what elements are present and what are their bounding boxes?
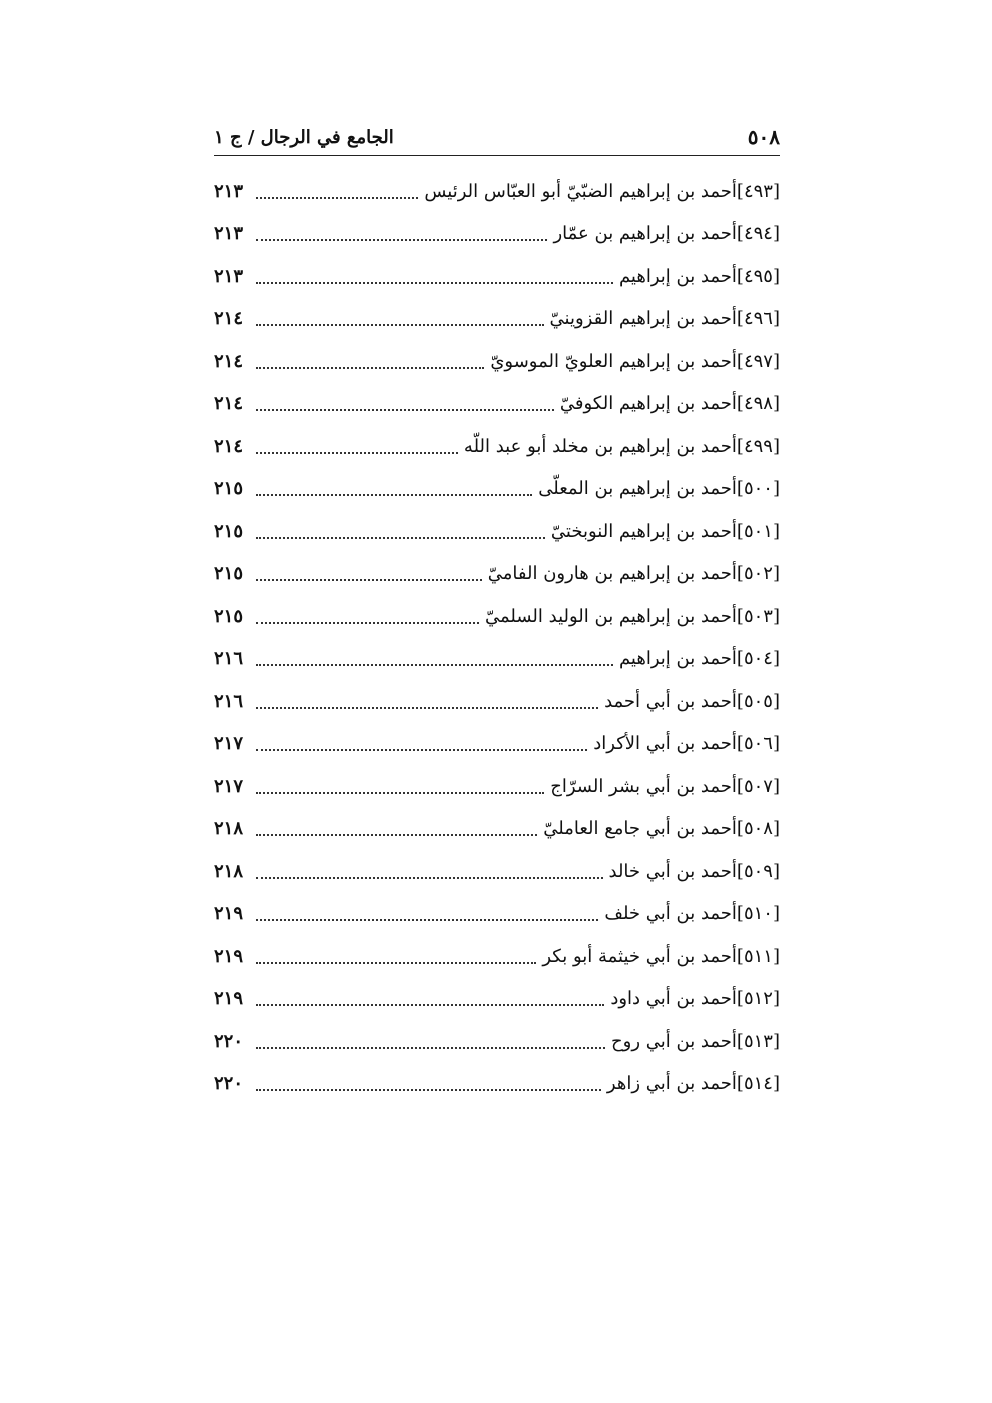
- entry-name: أحمد بن إبراهيم بن مخلد أبو عبد اللّه: [463, 435, 737, 457]
- dot-leader: [256, 196, 418, 199]
- dot-leader: [256, 238, 547, 241]
- entry-name: أحمد بن إبراهيم بن المعلّى: [538, 478, 737, 500]
- dot-leader: [256, 1046, 605, 1049]
- header-rule: [214, 155, 780, 156]
- toc-entry: [214, 808, 780, 851]
- dot-leader: [256, 408, 554, 411]
- entry-page-number: ٢١٨: [214, 860, 244, 882]
- entry-name: أحمد بن إبراهيم بن الوليد السلميّ: [485, 605, 737, 627]
- entry-number: [٥٠٥]: [736, 690, 780, 712]
- dot-leader: [256, 748, 587, 751]
- entry-page-number: ٢١٩: [214, 945, 244, 967]
- entry-name: أحمد بن إبراهيم بن عمّار: [553, 223, 737, 245]
- entry-name: أحمد بن أبي الأكراد: [593, 733, 737, 755]
- entry-number: [٥٠٧]: [736, 775, 780, 797]
- toc-entry: [214, 255, 780, 298]
- toc-entry: [214, 978, 780, 1021]
- dot-leader: [256, 791, 544, 794]
- entry-page-number: ٢١٩: [214, 988, 244, 1010]
- entry-page-number: ٢١٧: [214, 733, 244, 755]
- entry-number: [٤٩٩]: [736, 435, 780, 457]
- entry-page-number: ٢١٧: [214, 775, 244, 797]
- entry-name: أحمد بن إبراهيم العلويّ الموسويّ: [490, 350, 737, 372]
- entry-number: [٤٩٣]: [736, 180, 780, 202]
- entry-number: [٥٠٩]: [736, 860, 780, 882]
- dot-leader: [256, 366, 484, 369]
- entry-name: أحمد بن إبراهيم: [618, 648, 737, 670]
- toc-entry: [214, 468, 780, 511]
- page-number: ٥٠٨: [747, 125, 780, 149]
- entry-number: [٥٠٨]: [736, 818, 780, 840]
- entry-page-number: ٢١٣: [214, 180, 244, 202]
- entry-name: أحمد بن أبي خالد: [608, 860, 737, 882]
- entry-number: [٤٩٧]: [736, 350, 780, 372]
- entry-page-number: ٢١٤: [214, 350, 244, 372]
- entry-page-number: ٢٢٠: [214, 1073, 244, 1095]
- toc-entry: [214, 298, 780, 341]
- entry-name: أحمد بن إبراهيم بن هارون الفاميّ: [487, 563, 737, 585]
- dot-leader: [256, 578, 482, 581]
- entry-number: [٥٠٢]: [736, 563, 780, 585]
- dot-leader: [256, 876, 603, 879]
- entry-name: أحمد بن إبراهيم القزوينيّ: [549, 308, 737, 330]
- entry-number: [٥٠٠]: [736, 478, 780, 500]
- entry-name: أحمد بن أبي روح: [611, 1030, 737, 1052]
- dot-leader: [256, 663, 613, 666]
- page-header: [214, 122, 780, 152]
- dot-leader: [256, 493, 532, 496]
- entry-name: أحمد بن أبي بشر السرّاج: [550, 775, 737, 797]
- entry-number: [٥٠١]: [736, 520, 780, 542]
- toc-entry: [214, 425, 780, 468]
- entry-number: [٥٠٣]: [736, 605, 780, 627]
- entry-page-number: ٢١٤: [214, 435, 244, 457]
- entry-name: أحمد بن أبي داود: [610, 988, 737, 1010]
- entry-number: [٥٠٤]: [736, 648, 780, 670]
- entry-page-number: ٢١٤: [214, 308, 244, 330]
- entry-number: [٥١٠]: [736, 903, 780, 925]
- dot-leader: [256, 1088, 601, 1091]
- entry-name: أحمد بن إبراهيم: [618, 265, 737, 287]
- entry-name: أحمد بن أبي أحمد: [604, 690, 737, 712]
- entry-number: [٥١٤]: [736, 1073, 780, 1095]
- entry-name: أحمد بن إبراهيم الضبّيّ أبو العبّاس الرئيس: [424, 180, 737, 202]
- dot-leader: [256, 961, 536, 964]
- dot-leader: [256, 323, 544, 326]
- toc-entry: [214, 213, 780, 256]
- entry-number: [٥١١]: [736, 945, 780, 967]
- dot-leader: [256, 536, 545, 539]
- entry-number: [٥١٣]: [736, 1030, 780, 1052]
- toc-entry: [214, 595, 780, 638]
- toc-entry: [214, 765, 780, 808]
- entry-page-number: ٢١٣: [214, 223, 244, 245]
- toc-entry: [214, 935, 780, 978]
- table-of-contents: [214, 170, 780, 1105]
- toc-entry: [214, 893, 780, 936]
- entry-number: [٤٩٤]: [736, 223, 780, 245]
- dot-leader: [256, 451, 458, 454]
- entry-page-number: ٢١٥: [214, 520, 244, 542]
- entry-page-number: ٢١٤: [214, 393, 244, 415]
- entry-name: أحمد بن أبي خيثمة أبو بكر: [542, 945, 737, 967]
- entry-page-number: ٢١٨: [214, 818, 244, 840]
- toc-entry: [214, 723, 780, 766]
- toc-entry: [214, 850, 780, 893]
- entry-page-number: ٢١٥: [214, 605, 244, 627]
- toc-entry: [214, 340, 780, 383]
- dot-leader: [256, 833, 537, 836]
- entry-page-number: ٢١٥: [214, 478, 244, 500]
- entry-name: أحمد بن أبي جامع العامليّ: [543, 818, 737, 840]
- entry-page-number: ٢١٣: [214, 265, 244, 287]
- dot-leader: [256, 706, 598, 709]
- running-title: الجامع في الرجال / ج ١: [214, 126, 394, 148]
- dot-leader: [256, 918, 598, 921]
- entry-page-number: ٢١٦: [214, 648, 244, 670]
- toc-entry: [214, 1063, 780, 1106]
- toc-entry: [214, 510, 780, 553]
- entry-name: أحمد بن أبي زاهر: [606, 1073, 737, 1095]
- entry-number: [٤٩٨]: [736, 393, 780, 415]
- entry-number: [٥١٢]: [736, 988, 780, 1010]
- toc-entry: [214, 383, 780, 426]
- entry-name: أحمد بن إبراهيم الكوفيّ: [559, 393, 737, 415]
- toc-entry: [214, 638, 780, 681]
- entry-page-number: ٢١٥: [214, 563, 244, 585]
- entry-number: [٤٩٥]: [736, 265, 780, 287]
- toc-entry: [214, 1020, 780, 1063]
- entry-page-number: ٢١٩: [214, 903, 244, 925]
- toc-entry: [214, 680, 780, 723]
- dot-leader: [256, 281, 613, 284]
- entry-page-number: ٢١٦: [214, 690, 244, 712]
- entry-name: أحمد بن إبراهيم النوبختيّ: [550, 520, 737, 542]
- entry-number: [٤٩٦]: [736, 308, 780, 330]
- toc-entry: [214, 553, 780, 596]
- toc-entry: [214, 170, 780, 213]
- entry-name: أحمد بن أبي خلف: [604, 903, 737, 925]
- entry-page-number: ٢٢٠: [214, 1030, 244, 1052]
- dot-leader: [256, 621, 479, 624]
- dot-leader: [256, 1003, 604, 1006]
- entry-number: [٥٠٦]: [736, 733, 780, 755]
